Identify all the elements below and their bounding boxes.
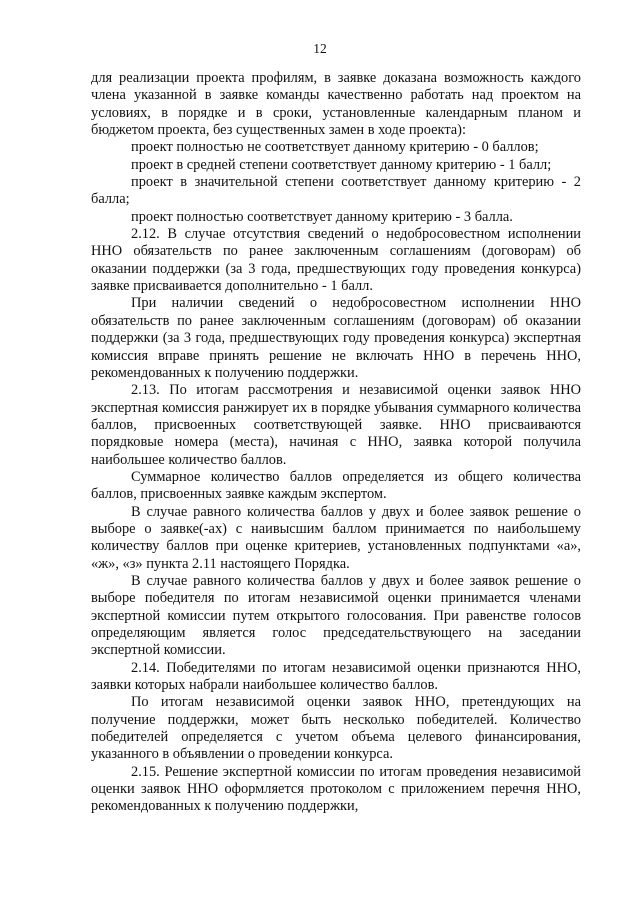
clause-2-13-tie-vote: В случае равного количества баллов у двух и более заявок решение о выборе победителя по итогам независимой оценки принимается членами экспертной комиссии путем открытого голосования. При равенстве голосов определяющим является голос председательствующего на заседании экспертной комиссии.	[91, 572, 581, 659]
page-number: 12	[313, 41, 327, 56]
document-body	[91, 70, 581, 816]
clause-2-13-tie-criteria: В случае равного количества баллов у двух и более заявок решение о выборе о заявке(-ах) с наивысшим баллом принимается по наибольшему количеству баллов при оценке критериев, установленных подпунктами «а», «ж», «з» пункта 2.11 настоящего Порядка.	[91, 503, 581, 572]
paragraph-continuation: для реализации проекта профилям, в заявке доказана возможность каждого члена указанной в заявке команды качественно работать над проектом на условиях, в порядке и в сроки, установленные календарным планом и бюджетом проекта, без существенных замен в ходе проекта):	[91, 70, 581, 139]
clause-2-15: 2.15. Решение экспертной комиссии по итогам проведения независимой оценки заявок ННО оформляется протоколом с приложением перечня ННО, рекомендованных к получению поддержки,	[91, 763, 581, 815]
clause-2-14-winners: По итогам независимой оценки заявок ННО, претендующих на получение поддержки, может быть несколько победителей. Количество победителей определяется с учетом объема целевого финансирования, указанного в объявлении о проведении конкурса.	[91, 694, 581, 763]
clause-2-12-exclusion: При наличии сведений о недобросовестном исполнении ННО обязательств по ранее заключенным соглашениям (договорам) об оказании поддержки (за 3 года, предшествующих году проведения конкурса) экспертная комиссия вправе принять решение не включать ННО в перечень ННО, рекомендованных к получению поддержки.	[91, 295, 581, 381]
criterion-score-2: проект в значительной степени соответствует данному критерию - 2 балла;	[91, 174, 581, 208]
clause-2-13-total-score: Суммарное количество баллов определяется из общего количества баллов, присвоенных заявке каждым экспертом.	[91, 468, 581, 503]
criterion-score-0: проект полностью не соответствует данному критерию - 0 баллов;	[131, 139, 539, 156]
criterion-score-1: проект в средней степени соответствует данному критерию - 1 балл;	[131, 156, 552, 173]
clause-2-12: 2.12. В случае отсутствия сведений о недобросовестном исполнении ННО обязательств по ранее заключенным соглашениям (договорам) об оказании поддержки (за 3 года, предшествующих году проведения конкурса) заявке присваивается дополнительно - 1 балл.	[91, 226, 581, 295]
clause-2-14: 2.14. Победителями по итогам независимой оценки признаются ННО, заявки которых набрали наибольшее количество баллов.	[91, 659, 581, 694]
clause-2-13: 2.13. По итогам рассмотрения и независимой оценки заявок ННО экспертная комиссия ранжирует их в порядке убывания суммарного количества баллов, присвоенных соответствующей заявке. ННО присваиваются порядковые номера (места), начиная с ННО, заявка которой получила наибольшее количество баллов.	[91, 382, 581, 468]
criterion-score-3: проект полностью соответствует данному критерию - 3 балла.	[131, 208, 513, 225]
